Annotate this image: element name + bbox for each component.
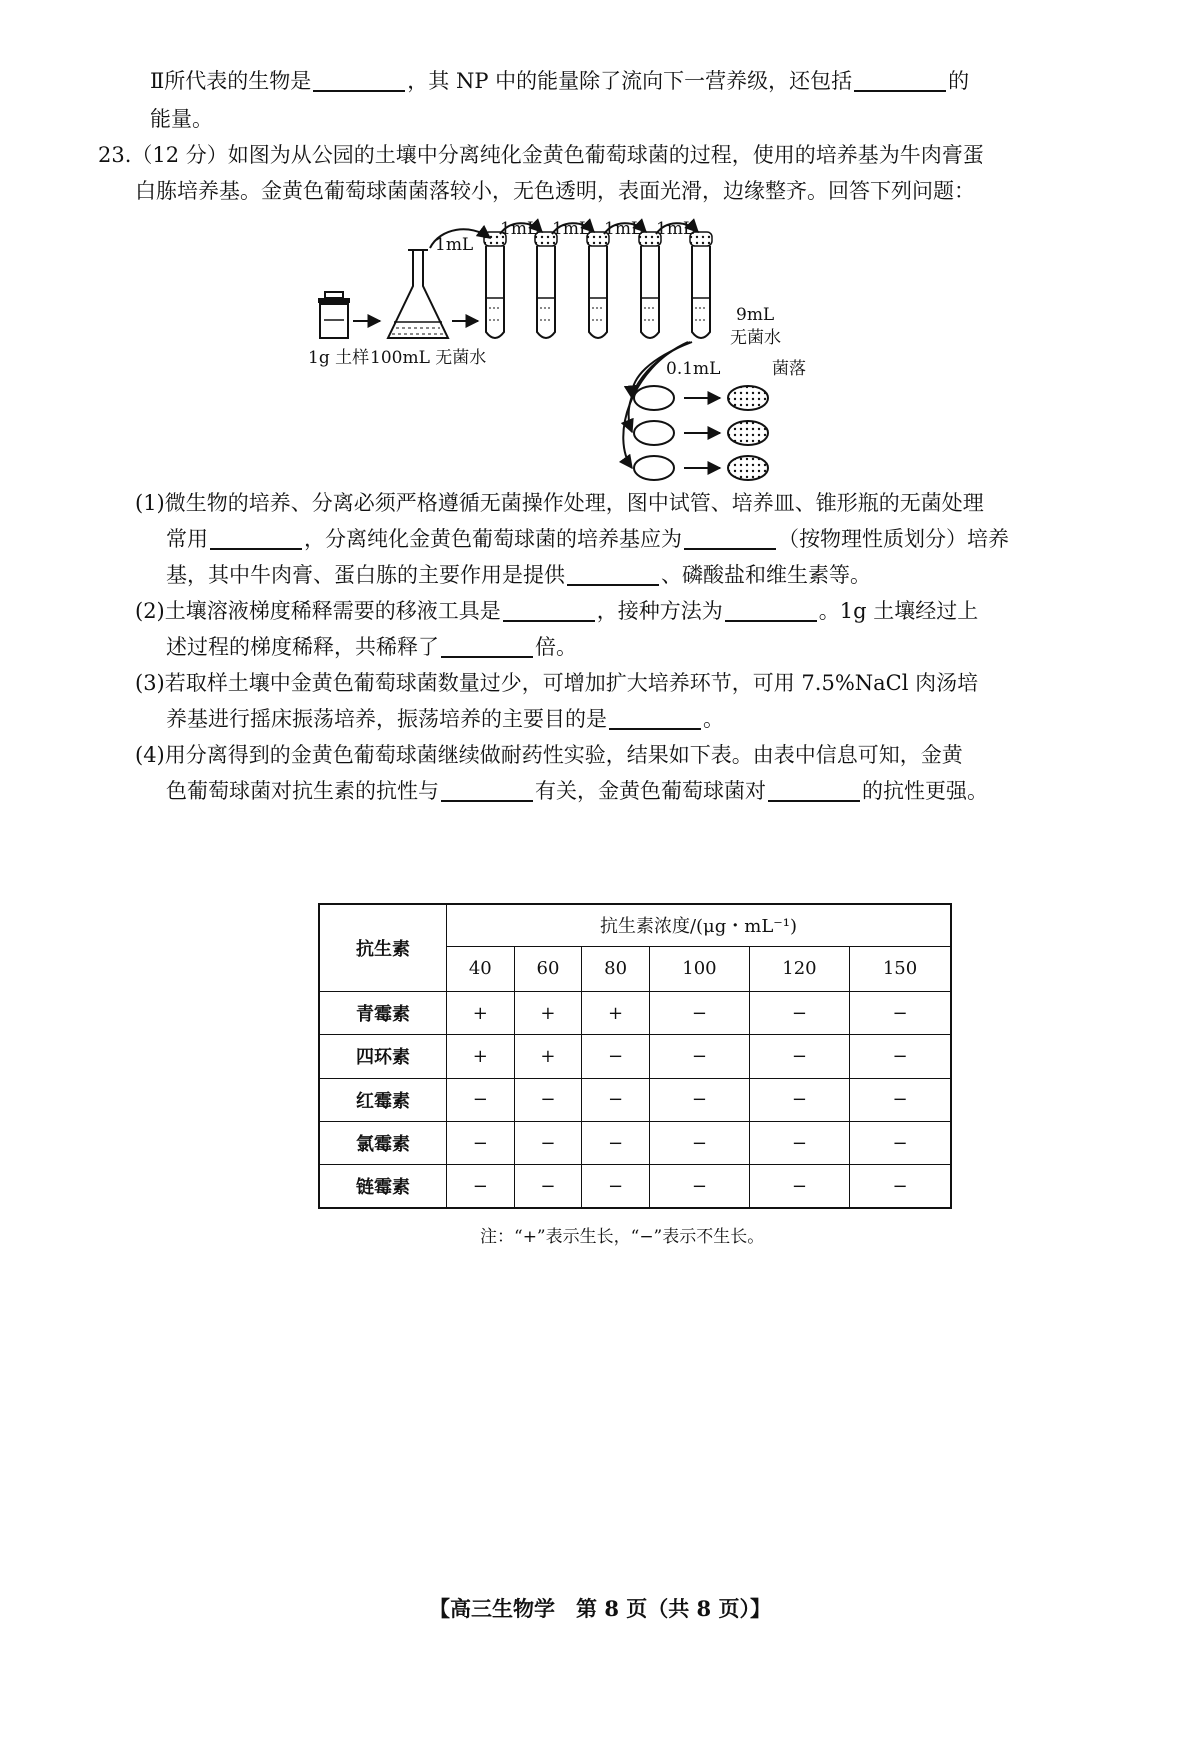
result-cell: − <box>514 1078 582 1121</box>
table-header-row <box>319 904 951 946</box>
answer-blank[interactable] <box>503 598 595 622</box>
flask-icon <box>388 250 448 338</box>
concentration-cell: 80 <box>582 946 650 991</box>
result-cell: − <box>849 1035 951 1078</box>
result-cell: − <box>749 1035 849 1078</box>
sub4-text: 有关，金黄色葡萄球菌对 <box>535 779 766 803</box>
result-cell: + <box>447 992 515 1035</box>
sub4-line-1: (4)用分离得到的金黄色葡萄球菌继续做耐药性实验，结果如下表。由表中信息可知，金黄 <box>135 743 963 767</box>
result-cell: − <box>582 1165 650 1208</box>
table-row <box>319 1078 951 1121</box>
page-footer: 【高三生物学 第 8 页（共 8 页）】 <box>429 1596 771 1621</box>
q23-stem-line-2: 白胨培养基。金黄色葡萄球菌菌落较小，无色透明，表面光滑，边缘整齐。回答下列问题： <box>135 179 975 203</box>
result-cell: − <box>649 1121 749 1164</box>
result-cell: − <box>447 1078 515 1121</box>
answer-blank[interactable] <box>684 526 776 550</box>
plate-icon <box>634 386 674 410</box>
label-water-2: 无菌水 <box>730 328 781 348</box>
result-cell: − <box>514 1165 582 1208</box>
sub3-text: 养基进行摇床振荡培养，振荡培养的主要目的是 <box>166 707 607 731</box>
answer-blank[interactable] <box>567 562 659 586</box>
answer-blank[interactable] <box>441 634 533 658</box>
label-soil: 1g 土样 <box>308 348 370 368</box>
table-row <box>319 992 951 1035</box>
antibiotic-name: 四环素 <box>319 1035 447 1078</box>
result-cell: − <box>849 1078 951 1121</box>
test-tubes <box>484 232 712 338</box>
result-cell: − <box>649 1165 749 1208</box>
test-tube-icon <box>690 232 712 338</box>
q23-stem-line-1: 23.（12 分）如图为从公园的土壤中分离纯化金黄色葡萄球菌的过程，使用的培养基为牛肉膏蛋 <box>98 143 984 167</box>
sub4-line-2 <box>166 776 988 806</box>
result-cell: − <box>447 1121 515 1164</box>
sub3-line-1: (3)若取样土壤中金黄色葡萄球菌数量过少，可增加扩大培养环节，可用 7.5%NaCl 肉汤培 <box>135 671 979 695</box>
result-cell: − <box>649 1078 749 1121</box>
concentration-cell: 100 <box>649 946 749 991</box>
concentration-cell: 40 <box>447 946 515 991</box>
sub1-text: 常用 <box>166 527 208 551</box>
colony-plate-icon <box>728 421 768 445</box>
prev-q-text-a: Ⅱ所代表的生物是 <box>150 69 312 93</box>
answer-blank[interactable] <box>609 706 701 730</box>
colony-plate-icon <box>728 386 768 410</box>
colony-plate-icon <box>728 456 768 480</box>
sub3-text: 。 <box>703 707 724 731</box>
concentration-cell: 60 <box>514 946 582 991</box>
result-cell: − <box>649 1035 749 1078</box>
table-row <box>319 1035 951 1078</box>
plate-icon <box>634 456 674 480</box>
sub2-text: (2)土壤溶液梯度稀释需要的移液工具是 <box>135 599 501 623</box>
label-water-1: 9mL <box>736 305 775 325</box>
column-group-header: 抗生素浓度/(μg・mL⁻¹) <box>447 904 952 946</box>
transfer-label: 1mL <box>500 219 539 239</box>
table-note: 注：“+”表示生长，“−”表示不生长。 <box>480 1227 765 1247</box>
result-cell: − <box>849 1121 951 1164</box>
sub1-text: 基，其中牛肉膏、蛋白胨的主要作用是提供 <box>166 563 565 587</box>
test-tube-icon <box>639 232 661 338</box>
plate-icon <box>634 421 674 445</box>
petri-dishes <box>634 386 768 480</box>
result-cell: − <box>849 1165 951 1208</box>
result-cell: + <box>514 992 582 1035</box>
result-cell: − <box>582 1121 650 1164</box>
result-cell: − <box>514 1121 582 1164</box>
table-row <box>319 1121 951 1164</box>
result-cell: − <box>447 1165 515 1208</box>
prev-question-line-1 <box>150 66 969 96</box>
answer-blank[interactable] <box>313 68 405 92</box>
answer-blank[interactable] <box>441 778 533 802</box>
table-row <box>319 1165 951 1208</box>
antibiotic-name: 青霉素 <box>319 992 447 1035</box>
result-cell: − <box>749 1078 849 1121</box>
test-tube-icon <box>587 232 609 338</box>
sub3-line-2 <box>166 704 724 734</box>
sub2-line-2 <box>166 632 577 662</box>
sub1-text: （按物理性质划分）培养 <box>778 527 1009 551</box>
result-cell: − <box>649 992 749 1035</box>
concentration-cell: 150 <box>849 946 951 991</box>
test-tube-icon <box>484 232 506 338</box>
antibiotic-resistance-table <box>318 903 952 1209</box>
result-cell: − <box>582 1035 650 1078</box>
sub2-text: ，接种方法为 <box>596 599 723 623</box>
result-cell: + <box>514 1035 582 1078</box>
dilution-diagram <box>308 219 890 528</box>
test-tube-icon <box>535 232 557 338</box>
result-cell: − <box>849 992 951 1035</box>
transfer-label: 1mL <box>656 219 695 239</box>
label-flask: 100mL 无菌水 <box>370 348 487 368</box>
row-header: 抗生素 <box>319 904 447 992</box>
concentration-cell: 120 <box>749 946 849 991</box>
label-colony: 菌落 <box>772 359 806 379</box>
sub1-line-1: (1)微生物的培养、分离必须严格遵循无菌操作处理，图中试管、培养皿、锥形瓶的无菌处理 <box>135 491 984 515</box>
result-cell: − <box>749 992 849 1035</box>
label-spread-volume: 0.1mL <box>666 359 721 379</box>
prev-q-text-b: ，其 NP 中的能量除了流向下一营养级，还包括 <box>407 69 853 93</box>
sub1-text: 、磷酸盐和维生素等。 <box>661 563 871 587</box>
sub2-text: 倍。 <box>535 635 577 659</box>
sub2-text: 述过程的梯度稀释，共稀释了 <box>166 635 439 659</box>
sub4-text: 的抗性更强。 <box>862 779 988 803</box>
sub1-line-2 <box>166 524 1009 554</box>
result-cell: − <box>749 1165 849 1208</box>
answer-blank[interactable] <box>725 598 817 622</box>
result-cell: − <box>749 1121 849 1164</box>
sub2-text: 。1g 土壤经过上 <box>818 599 979 623</box>
transfer-label: 1mL <box>552 219 591 239</box>
result-cell: − <box>582 1078 650 1121</box>
antibiotic-name: 红霉素 <box>319 1078 447 1121</box>
answer-blank[interactable] <box>210 526 302 550</box>
result-cell: + <box>447 1035 515 1078</box>
sub4-text: 色葡萄球菌对抗生素的抗性与 <box>166 779 439 803</box>
sub1-line-3 <box>166 560 871 590</box>
soil-beaker-icon <box>318 292 350 338</box>
transfer-label: 1mL <box>435 235 474 255</box>
transfer-label: 1mL <box>604 219 643 239</box>
answer-blank[interactable] <box>768 778 860 802</box>
antibiotic-name: 链霉素 <box>319 1165 447 1208</box>
result-cell: + <box>582 992 650 1035</box>
answer-blank[interactable] <box>854 68 946 92</box>
antibiotic-name: 氯霉素 <box>319 1121 447 1164</box>
sub2-line-1 <box>135 596 978 626</box>
prev-q-text-c: 的 <box>948 69 970 93</box>
prev-question-line-2: 能量。 <box>150 107 213 131</box>
sub1-text: ，分离纯化金黄色葡萄球菌的培养基应为 <box>304 527 682 551</box>
